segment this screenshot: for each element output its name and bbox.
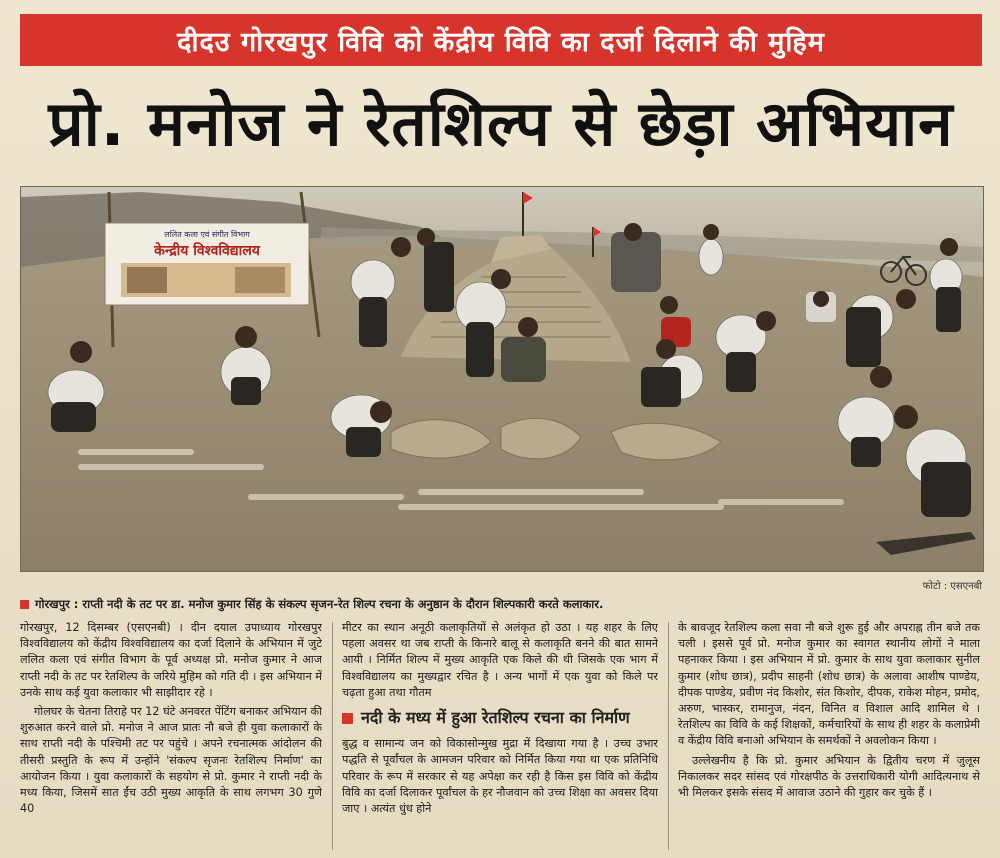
banner-line1: ललित कला एवं संगीत विभाग: [164, 230, 250, 239]
col1-paragraph-2: गोलघर के चेतना तिराहे पर 12 घंटे अनवरत पेंटिंग बनाकर अभियान की शुरुआत करने वाले प्रो. मनोज ने आज प्रातः नौ बजे ही युवा कलाकारों के साथ राप्ती नदी के पश्चिमी तट पर पहुंचे । अपने रचनात्मक आंदोलन की तीसरी प्रस्तुति के रूप में उन्होंने 'संकल्प सृजनः रेतशिल्प निर्माण' का आयोजन किया । युवा कलाकारों के सहयोग से प्रो. कुमार ने राप्ती नदी के मध्य किया, जिसमें सात ईंच उठी मुख्य आकृति के साथ लगभग 30 गुणे 40: [20, 705, 322, 816]
banner-title: केन्द्रीय विश्वविद्यालय: [154, 243, 260, 259]
news-photo: [20, 186, 984, 572]
col2-paragraph-1: मीटर का स्थान अनूठी कलाकृतियों से अलंकृत हो उठा । यह शहर के लिए पहला अवसर था जब राप्ती के किनारे बालू से कलाकृति बनने की बात सामने आयी । निर्मित शिल्प में मुख्य आकृति एक किले की थी जिसके एक भाग में विश्वविद्यालय का मुख्यद्वार रचित है । अन्य भागों में एक युवा को किले पर चढ़ता हुआ तथा गौतम: [342, 621, 658, 699]
col2-paragraph-2: बुद्ध व सामान्य जन को विकासोन्मुख मुद्रा में दिखाया गया है । उच्च उभार पद्धति से पूर्वांचल के आमजन परिवार को निर्मित किया गया था एक प्रतिनिधि परिवार के रूप में सरकार से यह अपेक्षा कर रही है किस इस विवि को केंद्रीय विवि का दर्जा दिलाकर पूर्वांचल के हर नौजवान को उच्च शिक्षा का अवसर दिया जाए । अत्यंत धुंध होने: [342, 737, 658, 816]
kicker-text: दीदउ गोरखपुर विवि को केंद्रीय विवि का दर्जा दिलाने की मुहिम: [177, 26, 825, 58]
headline: प्रो. मनोज ने रेतशिल्प से छेड़ा अभियान: [48, 87, 954, 160]
subheading-text: नदी के मध्य में हुआ रेतशिल्प रचना का निर्माण: [361, 708, 630, 728]
column-divider: [668, 622, 669, 850]
photo-credit: फोटो : एसएनबी: [922, 581, 982, 592]
col3-paragraph-1: के बावजूद रेतशिल्प कला सवा नौ बजे शुरू हुई और अपराह्न तीन बजे तक चली । इससे पूर्व प्रो. मनोज कुमार का स्वागत स्थानीय लोगों ने माला पहनाकर किया । इस अभियान में प्रो. कुमार के साथ युवा कलाकार सुनील कुमार (शोध छात्र), प्रदीप साहनी (शोध छात्र) के अलावा आशीष पाण्डेय, दीपक पाण्डेय, प्रवीण नंद किशोर, संत किशोर, दीपक, राकेश मोहन, प्रमोद, अरुण, भास्कर, रामानुज, नंदन, विनित व विशाल आदि शामिल थे । रेतशिल्प का विवि के कई शिक्षकों, कर्मचारियों के साथ ही शहर के कलाप्रेमी व केंद्रीय विवि बनाओ अभियान के समर्थकों ने अवलोकन किया ।: [678, 621, 980, 748]
subheading: [342, 710, 658, 726]
article-column-2: [342, 620, 658, 852]
article-column-3: [678, 620, 980, 852]
subhead-marker-icon: [342, 713, 353, 724]
kicker-banner: [20, 14, 982, 66]
caption-marker-icon: [20, 600, 29, 609]
column-divider: [332, 622, 333, 850]
sand-relief-figures: [391, 418, 721, 460]
caption-text: गोरखपुर : राप्ती नदी के तट पर डा. मनोज कुमार सिंह के संकल्प सृजन-रेत शिल्प रचना के अनुष्ठान के दौरान शिल्पकारी करते कलाकार.: [35, 597, 604, 611]
article-column-1: [20, 620, 322, 852]
photo-caption: [20, 597, 982, 612]
col3-paragraph-2: उल्लेखनीय है कि प्रो. कुमार अभियान के द्वितीय चरण में जुलूस निकालकर सदर सांसद एवं गोरक्षपीठ के उत्तराधिकारी योगी आदित्यनाथ से भी मिलकर इसके संसद में आवाज उठाने की गुहार कर चुके हैं ।: [678, 753, 980, 800]
photo-illustration: [21, 187, 983, 571]
col1-paragraph-1: गोरखपुर, 12 दिसम्बर (एसएनबी) । दीन दयाल उपाध्याय गोरखपुर विश्वविद्यालय को केंद्रीय विश्वविद्यालय का दर्जा दिलाने के अभियान में जुटे ललित कला एवं संगीत विभाग के पूर्व अध्यक्ष प्रो. मनोज कुमार ने आज राप्ती नदी के तट पर रेतशिल्प के जरिये मुहिम को गति दी । इस अभियान में उनके साथ कई युवा कलाकार भी साझीदार रहे ।: [20, 621, 322, 699]
